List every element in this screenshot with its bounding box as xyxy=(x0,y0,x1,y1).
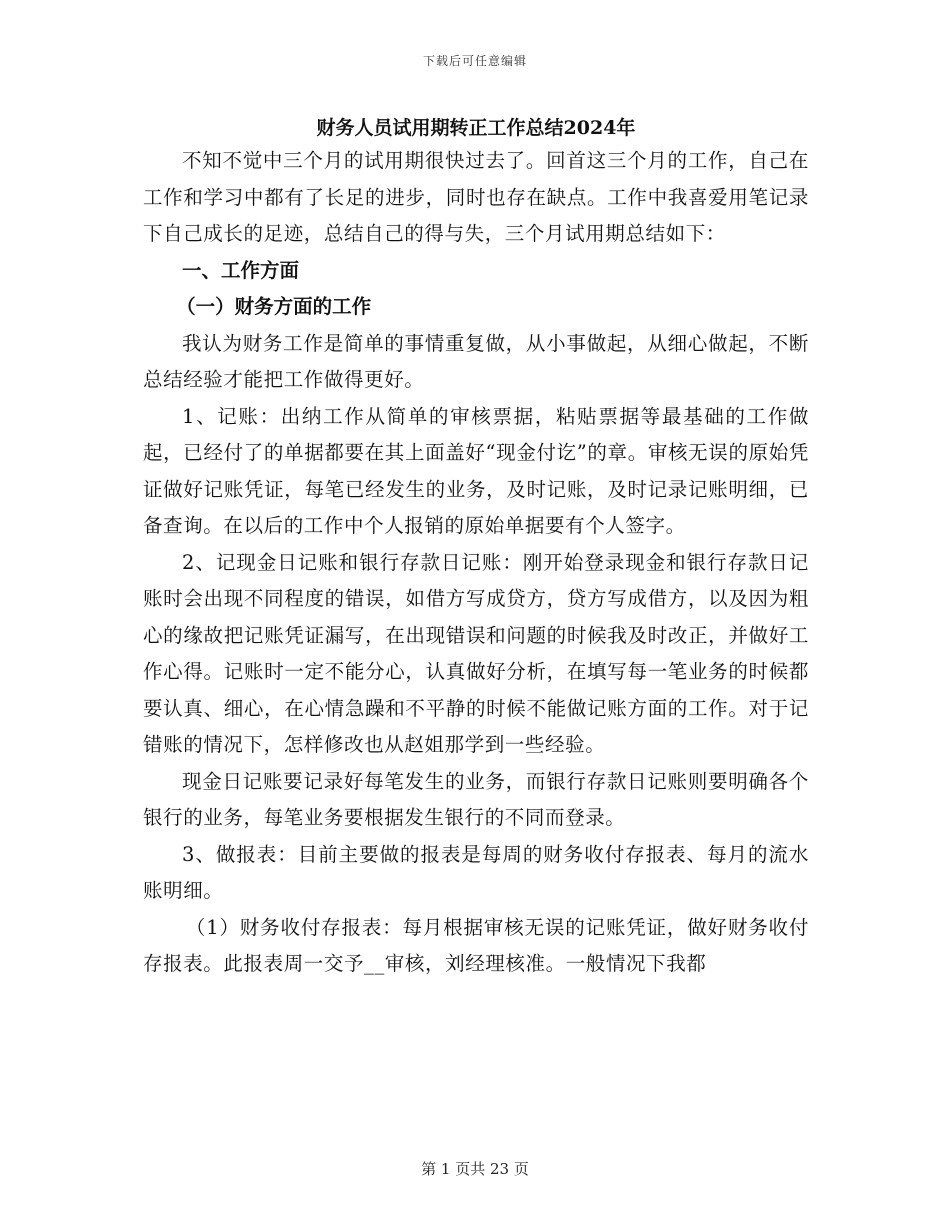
paragraph-reports: 3、做报表：目前主要做的报表是每周的财务收付存报表、每月的流水账明细。 xyxy=(143,842,809,902)
page-number: 第 1 页共 23 页 xyxy=(421,1160,529,1178)
section-heading-work: 一、工作方面 xyxy=(182,258,300,282)
intro-paragraph: 不知不觉中三个月的试用期很快过去了。回首这三个月的工作，自己在工作和学习中都有了长足的进步，同时也存在缺点。工作中我喜爱用笔记录下自己成长的足迹，总结自己的得与失，三个月试用期总结如下： xyxy=(143,149,809,245)
paragraph-report-item-1: （1）财务收付存报表：每月根据审核无误的记账凭证，做好财务收付存报表。此报表周一交予__审核，刘经理核准。一般情况下我都 xyxy=(143,915,809,975)
document-title: 财务人员试用期转正工作总结2024年 xyxy=(316,117,636,139)
subsection-heading-finance: （一）财务方面的工作 xyxy=(176,295,372,318)
paragraph-journals: 2、记现金日记账和银行存款日记账：刚开始登录现金和银行存款日记账时会出现不同程度的错误，如借方写成贷方，贷方写成借方，以及因为粗心的缘故把记账凭证漏写，在出现错误和问题的时候我及时改正，并做好工作心得。记账时一定不能分心，认真做好分析，在填写每一笔业务的时候都要认真、细心，在心情急躁和不平静的时候不能做记账方面的工作。对于记错账的情况下，怎样修改也从赵姐那学到一些经验。 xyxy=(143,550,809,756)
download-note: 下载后可任意编辑 xyxy=(422,54,527,68)
paragraph-finance-overview: 我认为财务工作是简单的事情重复做，从小事做起，从细心做起，不断总结经验才能把工作做得更好。 xyxy=(143,331,809,391)
document-body xyxy=(143,113,809,983)
paragraph-bookkeeping: 1、记账：出纳工作从简单的审核票据，粘贴票据等最基础的工作做起，已经付了的单据都要在其上面盖好“现金付讫”的章。审核无误的原始凭证做好记账凭证，每笔已经发生的业务，及时记账，及时记录记账明细，已备查询。在以后的工作中个人报销的原始单据要有个人签字。 xyxy=(143,404,809,537)
paragraph-journal-details: 现金日记账要记录好每笔发生的业务，而银行存款日记账则要明确各个银行的业务，每笔业务要根据发生银行的不同而登录。 xyxy=(143,769,809,829)
